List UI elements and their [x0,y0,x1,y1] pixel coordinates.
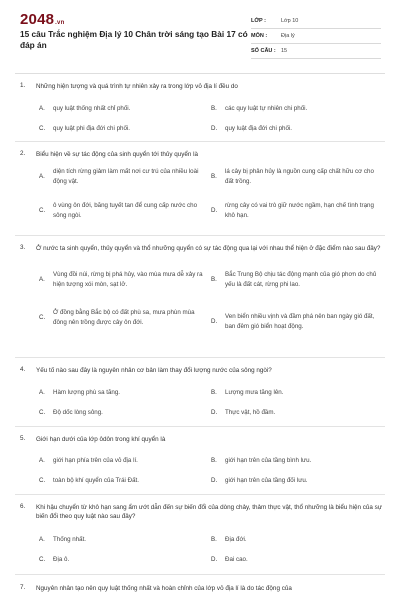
option-letter: C. [39,556,46,563]
option-a[interactable] [39,456,199,466]
option-letter: A. [39,389,45,396]
option-b[interactable] [211,456,381,466]
info-key: SỐ CÂU : [251,48,276,54]
option-text: giới hạn phía trên của vỏ địa lí. [53,457,138,464]
option-b[interactable] [211,167,381,186]
option-letter: D. [211,409,218,416]
info-row-count [251,44,381,59]
question-text: Biểu hiện về sự tác động của sinh quyển tới thủy quyển là [36,151,199,158]
option-text: ô vùng ôn đới, băng tuyết tan để cung cấp nước cho sông ngòi. [53,202,198,219]
question-5 [15,427,385,495]
option-a[interactable] [39,270,205,289]
info-value: 15 [281,48,288,54]
question-text: Khi hậu chuyển từ khô hạn sang ẩm ướt dẫn đến sự biến đổi của dòng chảy, thảm thực vật, thổ nhưỡng là biểu hiện của sự biến đổi theo quy luật nào sau đây? [36,504,383,521]
option-letter: C. [39,313,46,321]
option-letter: C. [39,125,46,132]
option-text: Thống nhất. [53,536,87,543]
question-number: 4. [20,366,26,373]
page-title: 15 câu Trắc nghiệm Địa lý 10 Chân trời sáng tạo Bài 17 có đáp án [20,29,248,50]
option-text: Độ dốc lòng sông. [53,409,103,416]
option-a[interactable] [39,104,199,114]
option-text: Địa ô. [53,556,70,563]
option-d[interactable] [211,555,381,565]
question-number: 7. [20,584,26,591]
option-a[interactable] [39,535,199,545]
option-letter: B. [211,389,217,396]
option-text: diện tích rừng giảm làm mất nơi cư trú của nhiều loài động vật. [53,168,199,185]
info-value: Địa lý [281,33,295,39]
option-letter: C. [39,477,46,484]
info-table [251,14,381,59]
option-letter: D. [211,206,218,214]
site-logo[interactable] [20,11,64,28]
option-d[interactable] [211,476,381,486]
option-text: Thực vật, hồ đầm. [225,409,276,416]
option-letter: D. [211,556,218,563]
question-number: 1. [20,82,26,89]
option-b[interactable] [211,104,381,114]
question-4 [15,358,385,427]
question-text: Những hiện tượng và quá trình tự nhiên xảy ra trong lớp vỏ địa lí đều do [36,83,238,90]
info-row-class [251,14,381,29]
option-letter: A. [39,457,45,464]
option-letter: A. [39,172,45,180]
option-c[interactable] [39,408,199,418]
option-a[interactable] [39,388,199,398]
question-6 [15,495,385,575]
question-text: Giới hạn dưới của lớp ôdôn trong khí quyển là [36,436,166,443]
question-number: 2. [20,150,26,157]
option-letter: B. [211,275,217,283]
logo-suffix: .vn [55,20,65,26]
option-letter: B. [211,536,217,543]
option-letter: D. [211,477,218,484]
option-text: Vùng đồi núi, rừng bị phá hủy, vào mùa mưa dễ xảy ra hiện tượng xói mòn, sạt lở. [53,271,203,288]
option-text: quy luật thống nhất chỉ phối. [53,105,131,112]
option-text: Địa đới. [225,536,247,543]
option-text: giới hạn trên của tầng bình lưu. [225,457,312,464]
option-letter: A. [39,536,45,543]
question-list [0,74,400,600]
option-c[interactable] [39,124,199,134]
option-d[interactable] [211,408,381,418]
option-letter: A. [39,105,45,112]
question-text: Ở nước ta sinh quyển, thủy quyển và thổ nhưỡng quyển có sự tác động qua lại với nhau thể hiện ở đặc điểm nào sau đây? [36,245,381,252]
question-number: 6. [20,503,26,510]
option-c[interactable] [39,555,199,565]
page-header [0,0,400,58]
question-text: Yếu tố nào sau đây là nguyên nhân cơ bản làm thay đổi lượng nước của sông ngòi? [36,367,272,374]
option-text: quy luật địa đới chi phối. [225,125,293,132]
option-b[interactable] [211,388,381,398]
option-a[interactable] [39,167,205,186]
question-7 [15,575,385,600]
info-key: MÔN : [251,33,268,39]
option-text: các quy luật tự nhiên chi phối. [225,105,308,112]
option-text: Hàm lượng phù sa tăng. [53,389,121,396]
option-text: giới hạn trên của tầng đối lưu. [225,477,308,484]
question-number: 5. [20,435,26,442]
option-letter: A. [39,275,45,283]
option-b[interactable] [211,535,381,545]
option-b[interactable] [211,270,381,289]
option-d[interactable] [211,201,381,220]
option-text: quy luật phi địa đới chi phối. [53,125,130,132]
option-c[interactable] [39,476,199,486]
option-letter: D. [211,125,218,132]
option-c[interactable] [39,201,205,220]
option-text: Lượng mưa tăng lên. [225,389,284,396]
option-letter: B. [211,105,217,112]
option-text: rừng cây có vai trò giữ nước ngầm, hạn chế tình trạng khô hạn. [225,202,374,219]
question-3 [15,236,385,358]
option-text: Ven biển nhiều vịnh và đầm phá nên ban ngày gió đất, ban đêm gió biển hoạt động. [225,313,375,330]
option-letter: C. [39,206,46,214]
option-text: lá cây bị phân hủy là nguồn cung cấp chất hữu cơ cho đất trồng. [225,168,374,185]
question-2 [15,142,385,236]
option-text: toàn bộ khí quyển của Trái Đất. [53,477,139,484]
option-text: Bắc Trung Bộ chịu tác động mạnh của gió phơn do chủ yếu là đất cát, rừng phi lao. [225,271,377,288]
option-letter: D. [211,317,218,325]
question-number: 3. [20,244,26,251]
info-key: LỚP : [251,18,266,24]
logo-text: 2048 [20,11,55,28]
option-d[interactable] [211,124,381,134]
option-letter: C. [39,409,46,416]
option-c[interactable] [39,308,205,327]
option-text: Đai cao. [225,556,248,563]
question-1 [15,74,385,142]
info-value: Lớp 10 [281,18,299,24]
option-text: Ở đồng bằng Bắc bộ có đất phù sa, mưa phùn mùa đông nên trồng được cây ôn đới. [53,309,195,326]
question-text: Nguyên nhân tạo nên quy luật thống nhất và hoàn chỉnh của lớp vỏ địa lí là do tác động của [36,585,292,592]
option-letter: B. [211,172,217,180]
option-d[interactable] [211,312,381,331]
option-letter: B. [211,457,217,464]
info-row-subject [251,29,381,44]
